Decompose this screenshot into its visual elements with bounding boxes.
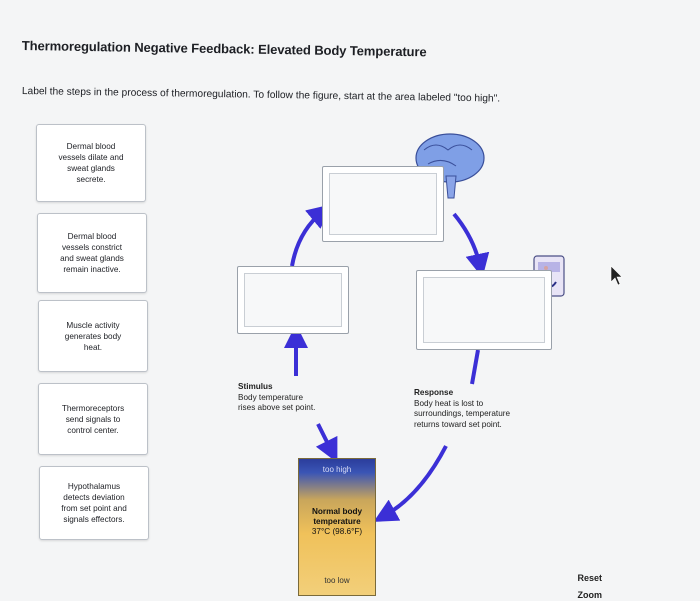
card-line: secrete. [76,175,106,184]
card-line: Thermoreceptors [61,403,125,413]
card-line: vessels dilate and [58,153,124,162]
page-title: Thermoregulation Negative Feedback: Elevated Body Temperature [21,38,427,60]
dropzone-left[interactable] [237,266,349,334]
zoom-button[interactable]: Zoom [577,590,602,600]
normal-temperature-label [299,507,375,537]
card-line: Dermal blood [66,142,116,151]
response-line: returns toward set point. [414,419,502,429]
stimulus-line: rises above set point. [238,403,316,412]
card-line: Hypothalamus [67,482,121,491]
arrow-right-down [472,350,478,384]
card-line: control center. [67,425,119,435]
dropzone-top[interactable] [322,166,444,242]
card-line: vessels constrict [61,243,123,252]
instructions-text: Label the steps in the process of thermoregulation. To follow the figure, start at the area labeled "too high". [21,86,501,105]
too-low-label: too low [324,576,350,585]
stimulus-line: Body temperature [238,392,304,402]
normal-heading-1: Normal body [311,507,363,516]
response-line: Body heat is lost to [414,398,484,408]
card-line: generates body [64,331,122,341]
card-line: Dermal blood [67,232,117,241]
too-high-label: too high [322,465,352,474]
card-line: sweat glands [67,164,115,173]
response-line: surroundings, temperature [414,409,511,418]
response-heading: Response [414,388,454,397]
arrow-response-to-normal [384,446,446,516]
dropzone-right[interactable] [416,270,552,350]
card-line: signals effectors. [63,515,125,524]
stimulus-label [238,382,315,414]
card-line: heat. [83,342,103,352]
arrow-top-to-right [454,214,480,266]
card-line: and sweat glands [60,254,124,263]
card-line: detects deviation [63,493,125,502]
response-label [414,388,510,430]
arrow-stimulus-to-thermo [318,424,332,452]
normal-heading-2: temperature [313,517,361,526]
card-line: remain inactive. [63,265,121,274]
card-line: from set point and [61,504,127,513]
card-line: Muscle activity [66,320,120,330]
mouse-cursor-icon [611,266,622,285]
normal-value: 37°C (98.6°F) [311,527,363,536]
card-line: send signals to [65,414,121,424]
temperature-scale [298,458,376,596]
arrow-left-to-top [292,212,322,266]
reset-button[interactable]: Reset [577,573,602,583]
stimulus-heading: Stimulus [238,382,273,391]
